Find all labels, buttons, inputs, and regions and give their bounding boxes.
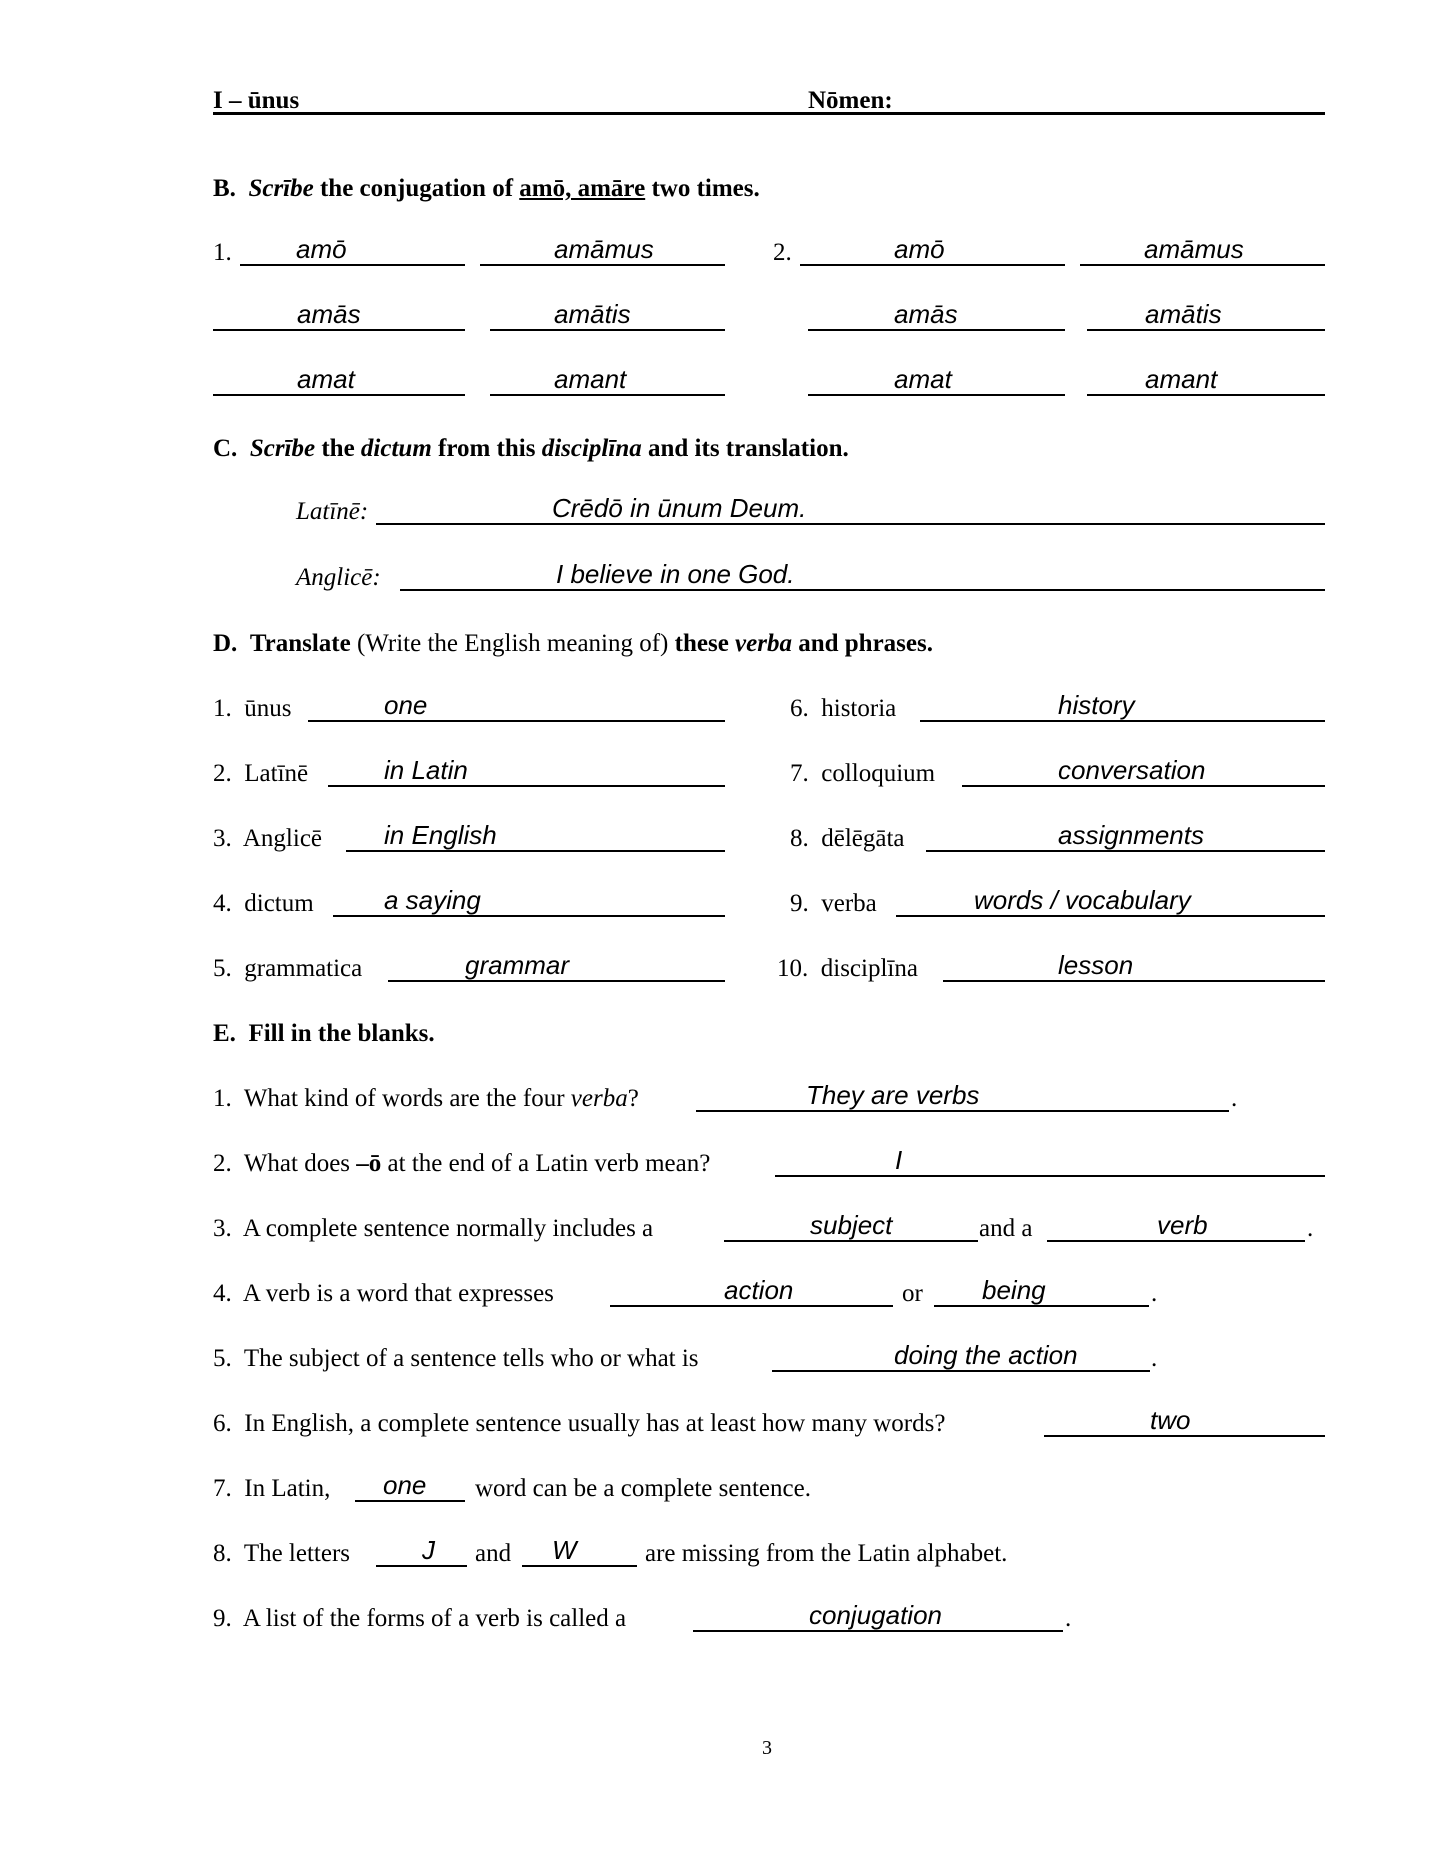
- vocab-answer-4[interactable]: a saying: [333, 887, 725, 917]
- question-2: 2. What does –ō at the end of a Latin verb mean?: [213, 1150, 711, 1177]
- answer-8b[interactable]: W: [522, 1537, 637, 1567]
- section-d-these: these: [674, 630, 729, 657]
- section-c-text1: the: [321, 435, 355, 462]
- answer-4b[interactable]: being: [934, 1277, 1149, 1307]
- vocab-item-1: 1. ūnus: [213, 695, 292, 722]
- section-e-heading: [213, 1019, 435, 1049]
- section-b-text2: two times.: [651, 175, 760, 202]
- conj1-3pl[interactable]: amant: [490, 366, 725, 396]
- anglice-label: Anglicē:: [296, 564, 381, 591]
- vocab-answer-2[interactable]: in Latin: [328, 757, 725, 787]
- vocab-answer-9[interactable]: words / vocabulary: [896, 887, 1325, 917]
- section-e-title: Fill in the blanks.: [248, 1020, 435, 1047]
- answer-7[interactable]: one: [355, 1472, 465, 1502]
- question-7: 7. In Latin,: [213, 1475, 331, 1502]
- section-d-verba: verba: [735, 630, 792, 657]
- vocab-item-8: 8. dēlēgāta: [790, 825, 905, 852]
- question-5-end: .: [1151, 1345, 1158, 1372]
- conj1-3sg[interactable]: amat: [213, 366, 465, 396]
- section-d-paren: (Write the English meaning of): [356, 630, 669, 657]
- header-rule: [213, 112, 1325, 115]
- vocab-answer-5[interactable]: grammar: [388, 952, 725, 982]
- section-b-letter: B.: [213, 175, 236, 202]
- vocab-answer-8[interactable]: assignments: [926, 822, 1325, 852]
- vocab-answer-1[interactable]: one: [308, 692, 725, 722]
- conj2-2pl[interactable]: amātis: [1087, 301, 1325, 331]
- latine-label: Latīnē:: [296, 498, 369, 525]
- conj2-3pl[interactable]: amant: [1087, 366, 1325, 396]
- section-c-text3: and its translation.: [647, 435, 849, 462]
- question-3-end: .: [1307, 1215, 1314, 1242]
- section-c-disciplina: disciplīna: [541, 435, 642, 462]
- section-b-num2: 2.: [773, 239, 792, 266]
- question-8-mid: and: [475, 1540, 512, 1567]
- question-9-end: .: [1065, 1605, 1072, 1632]
- question-5: 5. The subject of a sentence tells who or what is: [213, 1345, 699, 1372]
- conj2-1sg[interactable]: amō: [800, 236, 1065, 266]
- answer-8a[interactable]: J: [376, 1537, 467, 1567]
- question-1: 1. What kind of words are the four verba?: [213, 1085, 639, 1112]
- question-3-mid: and a: [979, 1215, 1033, 1242]
- conj1-2pl[interactable]: amātis: [490, 301, 725, 331]
- conj1-1pl[interactable]: amāmus: [480, 236, 725, 266]
- vocab-item-9: 9. verba: [790, 890, 877, 917]
- question-9: 9. A list of the forms of a verb is called a: [213, 1605, 627, 1632]
- answer-1[interactable]: They are verbs: [696, 1082, 1229, 1112]
- header-name-label: Nōmen:: [808, 87, 893, 114]
- conj2-2sg[interactable]: amās: [808, 301, 1065, 331]
- header-left: I – ūnus: [213, 87, 300, 114]
- question-1-end: .: [1231, 1085, 1238, 1112]
- anglice-answer[interactable]: I believe in one God.: [400, 561, 1325, 591]
- section-c-heading: [213, 434, 849, 464]
- vocab-item-3: 3. Anglicē: [213, 825, 323, 852]
- section-b-num1: 1.: [213, 239, 232, 266]
- conj1-1sg[interactable]: amō: [240, 236, 465, 266]
- vocab-item-2: 2. Latīnē: [213, 760, 309, 787]
- vocab-answer-10[interactable]: lesson: [943, 952, 1325, 982]
- section-c-scribe: Scrībe: [249, 435, 316, 462]
- page-number: 3: [762, 1737, 772, 1759]
- section-c-text2: from this: [438, 435, 536, 462]
- answer-3b[interactable]: verb: [1047, 1212, 1305, 1242]
- conj1-2sg[interactable]: amās: [213, 301, 465, 331]
- section-c-letter: C.: [213, 435, 238, 462]
- section-b-verb: amō, amāre: [519, 175, 646, 202]
- vocab-item-5: 5. grammatica: [213, 955, 363, 982]
- vocab-answer-7[interactable]: conversation: [962, 757, 1325, 787]
- answer-9[interactable]: conjugation: [693, 1602, 1063, 1632]
- vocab-answer-3[interactable]: in English: [346, 822, 725, 852]
- section-c-dictum: dictum: [360, 435, 432, 462]
- answer-4a[interactable]: action: [610, 1277, 893, 1307]
- section-d-translate: Translate: [249, 630, 351, 657]
- answer-3a[interactable]: subject: [724, 1212, 978, 1242]
- question-8: 8. The letters: [213, 1540, 351, 1567]
- question-7-post: word can be a complete sentence.: [475, 1475, 811, 1502]
- conj2-1pl[interactable]: amāmus: [1080, 236, 1325, 266]
- section-e-letter: E.: [213, 1020, 236, 1047]
- vocab-item-7: 7. colloquium: [790, 760, 936, 787]
- question-3: 3. A complete sentence normally includes a: [213, 1215, 654, 1242]
- question-4: 4. A verb is a word that expresses: [213, 1280, 554, 1307]
- question-4-mid: or: [902, 1280, 923, 1307]
- section-b-heading: [213, 174, 760, 204]
- section-b-text1: the conjugation of: [319, 175, 514, 202]
- section-d-letter: D.: [213, 630, 238, 657]
- section-d-heading: [213, 629, 933, 659]
- question-6: 6. In English, a complete sentence usually has at least how many words?: [213, 1410, 946, 1437]
- section-b-scribe: Scrībe: [248, 175, 314, 202]
- vocab-item-4: 4. dictum: [213, 890, 314, 917]
- conj2-3sg[interactable]: amat: [808, 366, 1065, 396]
- answer-5[interactable]: doing the action: [772, 1342, 1150, 1372]
- answer-2[interactable]: I: [775, 1147, 1325, 1177]
- vocab-item-10: 10. disciplīna: [777, 955, 918, 982]
- vocab-answer-6[interactable]: history: [920, 692, 1325, 722]
- vocab-item-6: 6. historia: [790, 695, 897, 722]
- question-4-end: .: [1151, 1280, 1158, 1307]
- answer-6[interactable]: two: [1044, 1407, 1325, 1437]
- question-8-post: are missing from the Latin alphabet.: [645, 1540, 1008, 1567]
- section-d-phrases: and phrases.: [798, 630, 933, 657]
- latine-answer[interactable]: Crēdō in ūnum Deum.: [376, 495, 1325, 525]
